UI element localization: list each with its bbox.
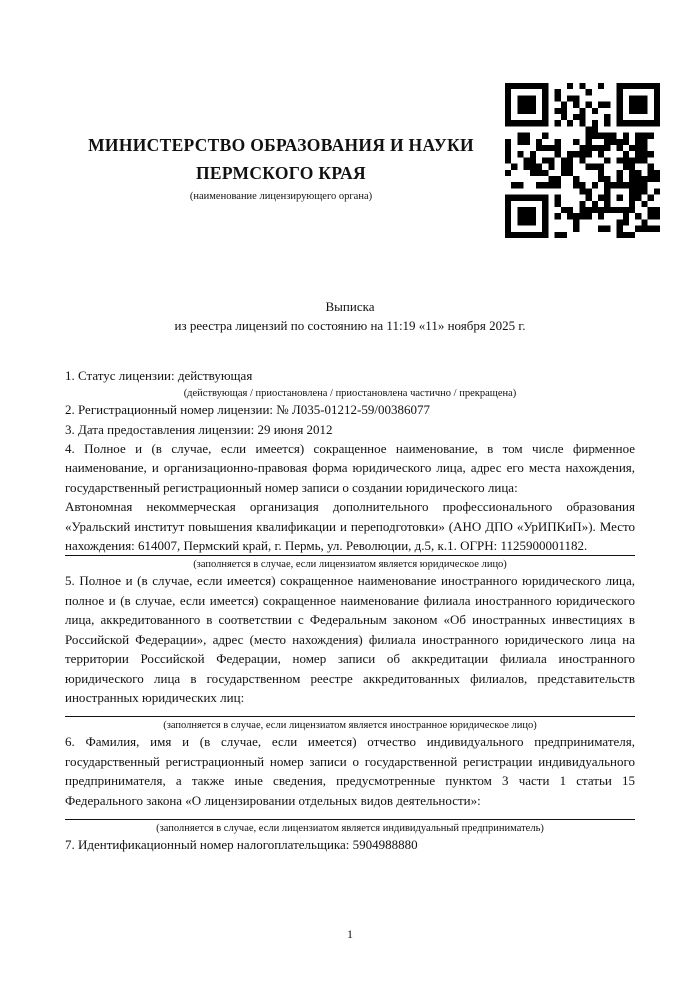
item-7-taxpayer-id: 7. Идентификационный номер налогоплательщика: 5904988880: [65, 836, 418, 852]
item-1-license-status: 1. Статус лицензии: действующая: [65, 367, 253, 383]
authority-caption: (наименование лицензирующего органа): [189, 191, 373, 202]
item-5-caption: (заполняется в случае, если лицензиатом является иностранное юридическое лицо): [163, 720, 537, 732]
authority-name-line1: МИНИСТЕРСТВО ОБРАЗОВАНИЯ И НАУКИ: [88, 135, 474, 155]
title-line2: из реестра лицензий по состоянию на 11:19 «11» ноября 2025 г.: [174, 318, 526, 334]
page-number: 1: [347, 927, 353, 941]
document-title: [65, 297, 635, 336]
item-6-caption: (заполняется в случае, если лицензиатом является индивидуальный предприниматель): [156, 822, 544, 834]
item-6-entrepreneur-label: 6. Фамилия, имя и (в случае, если имеется) отчество индивидуального предпринимателя, государственный регистрационный номер записи о государственной регистрации индивидуального предпринимателя, а также иные сведения, предусмотренные пунктом 3 части 1 статьи 15 Федерального закона «О лицензировании отдельных видов деятельности»:: [65, 734, 635, 808]
item-4-legal-entity-label: 4. Полное и (в случае, если имеется) сокращенное наименование, в том числе фирменное наименование, и организационно-правовая форма юридического лица, адрес его места нахождения, государственный регистрационный номер записи о создании юридического лица:: [65, 441, 635, 495]
document-header: [65, 131, 497, 203]
item-3-license-grant-date: 3. Дата предоставления лицензии: 29 июня 2012: [65, 421, 333, 437]
item-5-blank-line: [65, 707, 635, 717]
document-body: [65, 297, 635, 854]
item-4-caption: (заполняется в случае, если лицензиатом является юридическое лицо): [193, 559, 507, 571]
item-2-registration-number: 2. Регистрационный номер лицензии: № Л035-01212-59/00386077: [65, 402, 431, 418]
title-line1: Выписка: [325, 299, 375, 314]
licensing-authority-name: [65, 131, 497, 187]
item-1-caption: (действующая / приостановлена / приостановлена частично / прекращена): [183, 388, 517, 400]
item-4-legal-entity-value: Автономная некоммерческая организация дополнительного профессионального образования «Уральский институт повышения квалификации и переподготовки» (АНО ДПО «УрИПКиП»). Место нахождения: 614007, Пермский край, г. Пермь, ул. Революции, д.5, к.1. ОГРН: 1125900001182.: [65, 497, 635, 556]
authority-name-line2: ПЕРМСКОГО КРАЯ: [196, 163, 366, 183]
item-6-blank-line: [65, 810, 635, 820]
item-5-foreign-entity-label: 5. Полное и (в случае, если имеется) сокращенное наименование иностранного юридического лица, полное и (в случае, если имеется) сокращенное наименование филиала иностранного юридического лица, аккредитованного в соответствии с Федеральным законом «Об иностранных инвестициях в Российской Федерации», адрес (место нахождения) филиала иностранного юридического лица на территории Российской Федерации, номер записи об аккредитации филиала иностранного юридического лица в государственном реестре аккредитованных филиалов, представительств иностранных юридических лиц:: [65, 573, 635, 705]
qr-code-icon: [505, 83, 660, 238]
